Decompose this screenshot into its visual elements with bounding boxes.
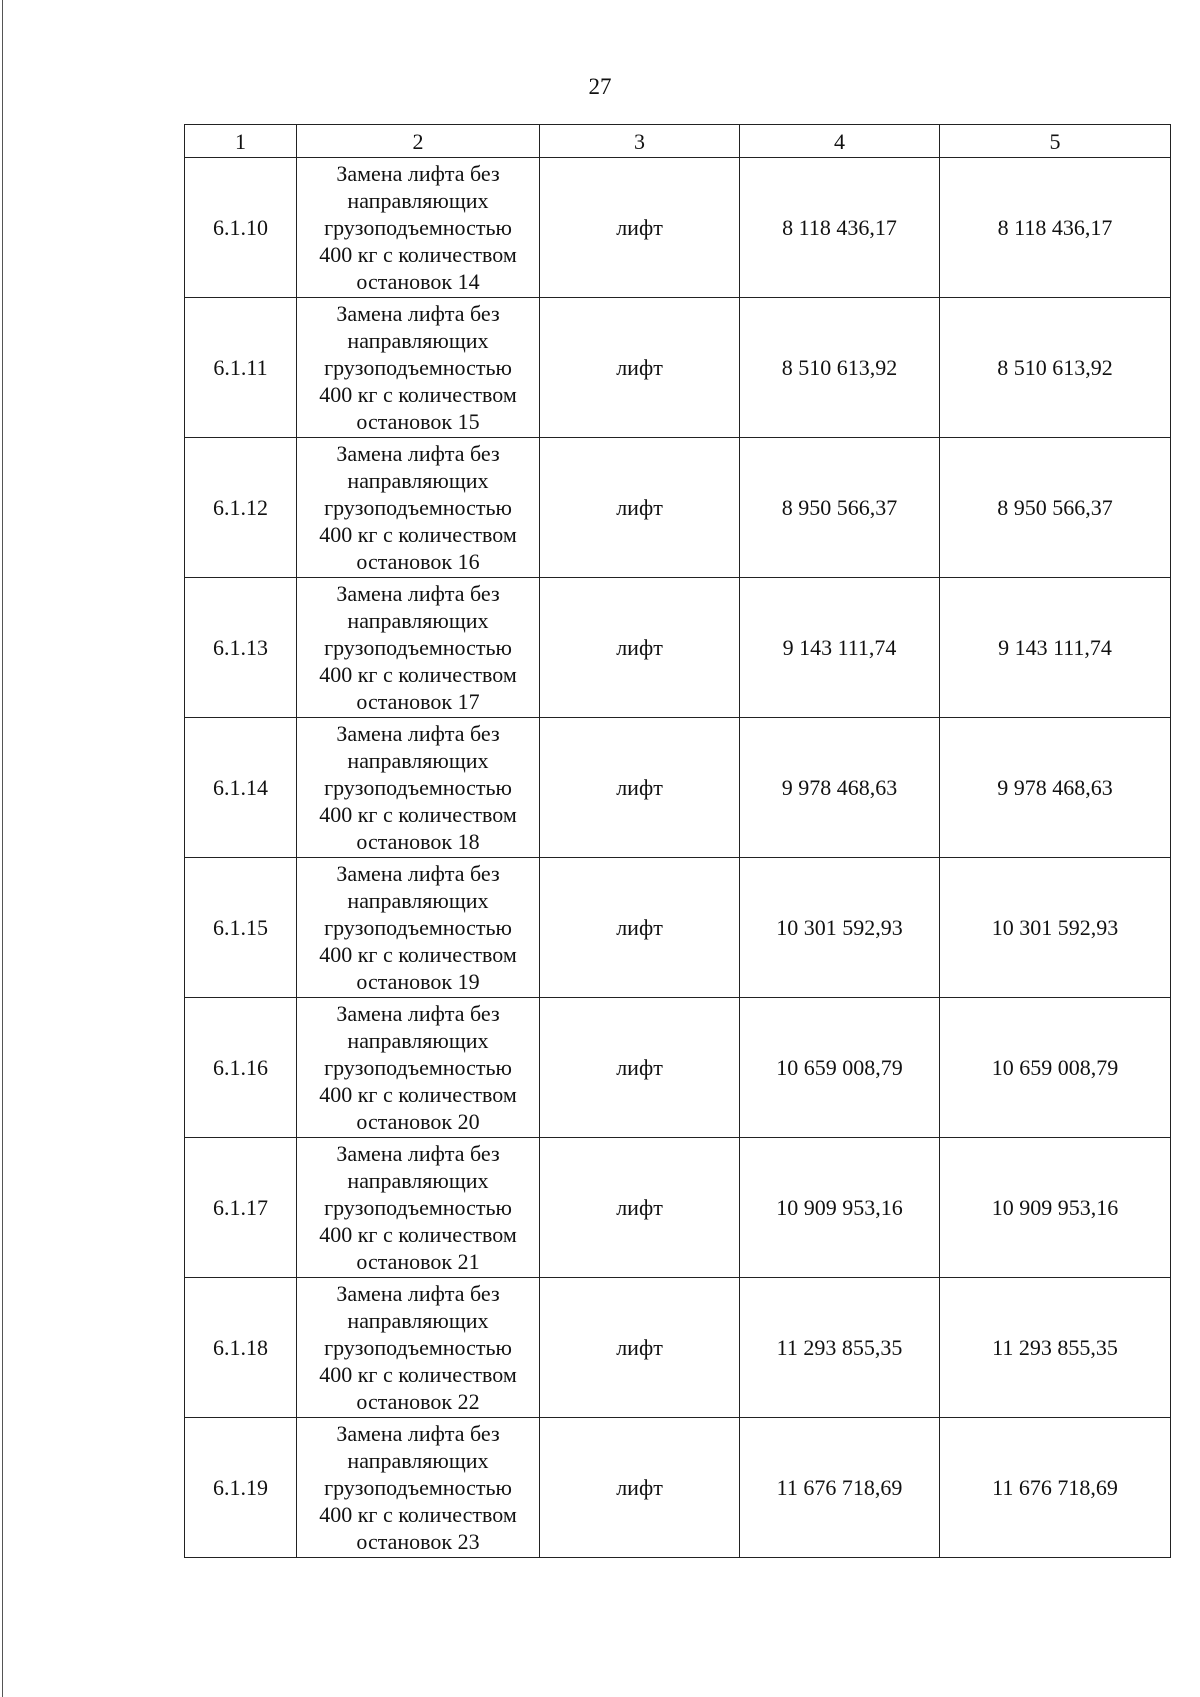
description-line: остановок 14 [356, 269, 480, 294]
item-code-cell: 6.1.18 [185, 1278, 297, 1418]
value-col5-cell: 10 301 592,93 [940, 858, 1171, 998]
unit-cell: лифт [540, 718, 740, 858]
description-line: остановок 22 [356, 1389, 480, 1414]
description-line: остановок 18 [356, 829, 480, 854]
description-line: направляющих [347, 888, 489, 913]
description-line: 400 кг с количеством [319, 1082, 517, 1107]
description-line: направляющих [347, 1028, 489, 1053]
description-line: направляющих [347, 1308, 489, 1333]
value-col4-cell: 11 676 718,69 [740, 1418, 940, 1558]
table-row [185, 858, 1171, 998]
item-code-cell: 6.1.10 [185, 158, 297, 298]
table-row [185, 1418, 1171, 1558]
item-code-cell: 6.1.13 [185, 578, 297, 718]
description-line: Замена лифта без [336, 1001, 500, 1026]
value-col5-cell: 8 950 566,37 [940, 438, 1171, 578]
table-row [185, 298, 1171, 438]
description-line: направляющих [347, 188, 489, 213]
description-line: направляющих [347, 328, 489, 353]
value-col4-cell: 10 909 953,16 [740, 1138, 940, 1278]
value-col4-cell: 10 659 008,79 [740, 998, 940, 1138]
unit-cell: лифт [540, 578, 740, 718]
value-col5-cell: 8 118 436,17 [940, 158, 1171, 298]
table-row [185, 158, 1171, 298]
item-code-cell: 6.1.17 [185, 1138, 297, 1278]
description-cell [297, 1278, 540, 1418]
value-col5-cell: 11 293 855,35 [940, 1278, 1171, 1418]
column-header: 3 [540, 125, 740, 158]
unit-cell: лифт [540, 1418, 740, 1558]
unit-cell: лифт [540, 1278, 740, 1418]
description-line: Замена лифта без [336, 1281, 500, 1306]
item-code-cell: 6.1.15 [185, 858, 297, 998]
value-col4-cell: 8 118 436,17 [740, 158, 940, 298]
description-line: Замена лифта без [336, 441, 500, 466]
description-cell [297, 158, 540, 298]
item-code-cell: 6.1.12 [185, 438, 297, 578]
description-line: грузоподъемностью [324, 1335, 512, 1360]
column-header: 2 [297, 125, 540, 158]
description-line: Замена лифта без [336, 301, 500, 326]
description-line: грузоподъемностью [324, 915, 512, 940]
description-line: остановок 20 [356, 1109, 480, 1134]
description-cell [297, 998, 540, 1138]
description-cell [297, 1138, 540, 1278]
description-line: грузоподъемностью [324, 355, 512, 380]
description-line: направляющих [347, 608, 489, 633]
unit-cell: лифт [540, 858, 740, 998]
description-line: Замена лифта без [336, 1141, 500, 1166]
description-line: 400 кг с количеством [319, 1502, 517, 1527]
value-col4-cell: 9 978 468,63 [740, 718, 940, 858]
unit-cell: лифт [540, 298, 740, 438]
description-line: грузоподъемностью [324, 775, 512, 800]
table-row [185, 718, 1171, 858]
description-line: грузоподъемностью [324, 495, 512, 520]
value-col5-cell: 9 978 468,63 [940, 718, 1171, 858]
description-cell [297, 718, 540, 858]
description-line: Замена лифта без [336, 581, 500, 606]
description-line: 400 кг с количеством [319, 942, 517, 967]
item-code-cell: 6.1.11 [185, 298, 297, 438]
description-line: грузоподъемностью [324, 635, 512, 660]
unit-cell: лифт [540, 998, 740, 1138]
description-line: остановок 21 [356, 1249, 480, 1274]
table-row [185, 1278, 1171, 1418]
description-line: Замена лифта без [336, 721, 500, 746]
description-line: грузоподъемностью [324, 1475, 512, 1500]
column-header: 5 [940, 125, 1171, 158]
description-line: 400 кг с количеством [319, 242, 517, 267]
description-line: грузоподъемностью [324, 1055, 512, 1080]
value-col5-cell: 9 143 111,74 [940, 578, 1171, 718]
description-line: остановок 17 [356, 689, 480, 714]
description-line: направляющих [347, 1448, 489, 1473]
column-header: 1 [185, 125, 297, 158]
description-line: направляющих [347, 748, 489, 773]
description-line: остановок 19 [356, 969, 480, 994]
page-number: 27 [588, 74, 612, 99]
table-row [185, 578, 1171, 718]
column-header: 4 [740, 125, 940, 158]
value-col4-cell: 8 950 566,37 [740, 438, 940, 578]
table-row [185, 998, 1171, 1138]
description-line: направляющих [347, 468, 489, 493]
description-cell [297, 858, 540, 998]
description-cell [297, 438, 540, 578]
value-col4-cell: 11 293 855,35 [740, 1278, 940, 1418]
value-col4-cell: 10 301 592,93 [740, 858, 940, 998]
value-col4-cell: 8 510 613,92 [740, 298, 940, 438]
description-line: 400 кг с количеством [319, 382, 517, 407]
description-line: остановок 23 [356, 1529, 480, 1554]
price-table [184, 124, 1171, 1558]
value-col5-cell: 10 659 008,79 [940, 998, 1171, 1138]
item-code-cell: 6.1.14 [185, 718, 297, 858]
value-col5-cell: 8 510 613,92 [940, 298, 1171, 438]
description-line: остановок 16 [356, 549, 480, 574]
description-line: Замена лифта без [336, 161, 500, 186]
table-row [185, 438, 1171, 578]
description-line: 400 кг с количеством [319, 662, 517, 687]
description-line: 400 кг с количеством [319, 1222, 517, 1247]
table-body [185, 125, 1171, 1558]
description-line: остановок 15 [356, 409, 480, 434]
item-code-cell: 6.1.16 [185, 998, 297, 1138]
description-cell [297, 1418, 540, 1558]
table-header-row [185, 125, 1171, 158]
description-line: грузоподъемностью [324, 1195, 512, 1220]
table-row [185, 1138, 1171, 1278]
scan-edge-line [2, 0, 3, 1697]
description-line: 400 кг с количеством [319, 1362, 517, 1387]
description-line: Замена лифта без [336, 1421, 500, 1446]
unit-cell: лифт [540, 158, 740, 298]
description-line: 400 кг с количеством [319, 802, 517, 827]
value-col5-cell: 11 676 718,69 [940, 1418, 1171, 1558]
item-code-cell: 6.1.19 [185, 1418, 297, 1558]
value-col4-cell: 9 143 111,74 [740, 578, 940, 718]
description-line: 400 кг с количеством [319, 522, 517, 547]
description-line: грузоподъемностью [324, 215, 512, 240]
description-line: направляющих [347, 1168, 489, 1193]
description-cell [297, 298, 540, 438]
unit-cell: лифт [540, 1138, 740, 1278]
description-cell [297, 578, 540, 718]
value-col5-cell: 10 909 953,16 [940, 1138, 1171, 1278]
unit-cell: лифт [540, 438, 740, 578]
description-line: Замена лифта без [336, 861, 500, 886]
